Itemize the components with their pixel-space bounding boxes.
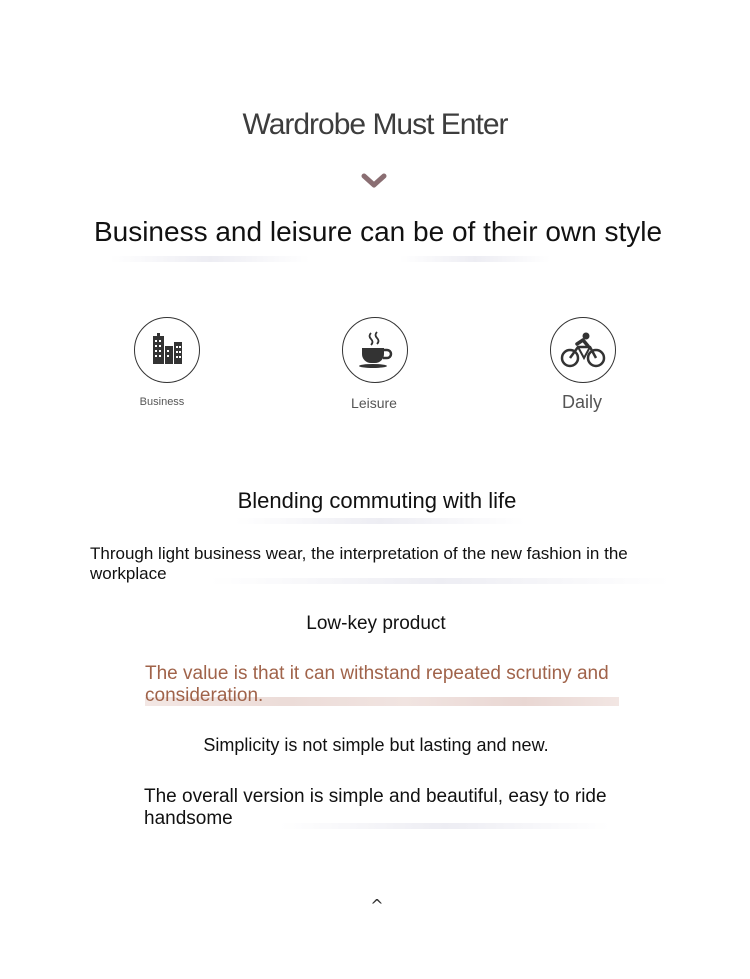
scroll-top-caret[interactable]: ^ [370, 896, 384, 915]
category-business [134, 317, 200, 383]
category-label-leisure: Leisure [351, 395, 397, 411]
decorative-line [235, 518, 525, 524]
simplicity-text: Simplicity is not simple but lasting and new. [203, 735, 549, 755]
page-title: Wardrobe Must Enter [242, 108, 508, 141]
section-heading: Blending commuting with life [237, 488, 517, 513]
overall-text: The overall version is simple and beautiful, easy to ride handsome [144, 786, 607, 829]
decorative-line [210, 578, 670, 584]
decorative-line [110, 256, 310, 262]
category-label-daily: Daily [561, 392, 602, 412]
bicycle-icon [560, 330, 606, 370]
coffee-cup-icon [354, 329, 396, 371]
category-daily [550, 317, 616, 383]
category-label-business: Business [139, 396, 185, 408]
decorative-line [280, 823, 610, 829]
decorative-line [400, 256, 550, 262]
page-subtitle: Business and leisure can be of their own style [93, 216, 663, 247]
building-icon [147, 330, 187, 370]
category-leisure [342, 317, 408, 383]
product-label: Low-key product [306, 613, 446, 634]
description-text: Through light business wear, the interpretation of the new fashion in the workplace [90, 544, 628, 583]
value-statement: The value is that it can withstand repeated scrutiny and consideration. [145, 663, 609, 706]
chevron-down-icon [360, 170, 388, 190]
